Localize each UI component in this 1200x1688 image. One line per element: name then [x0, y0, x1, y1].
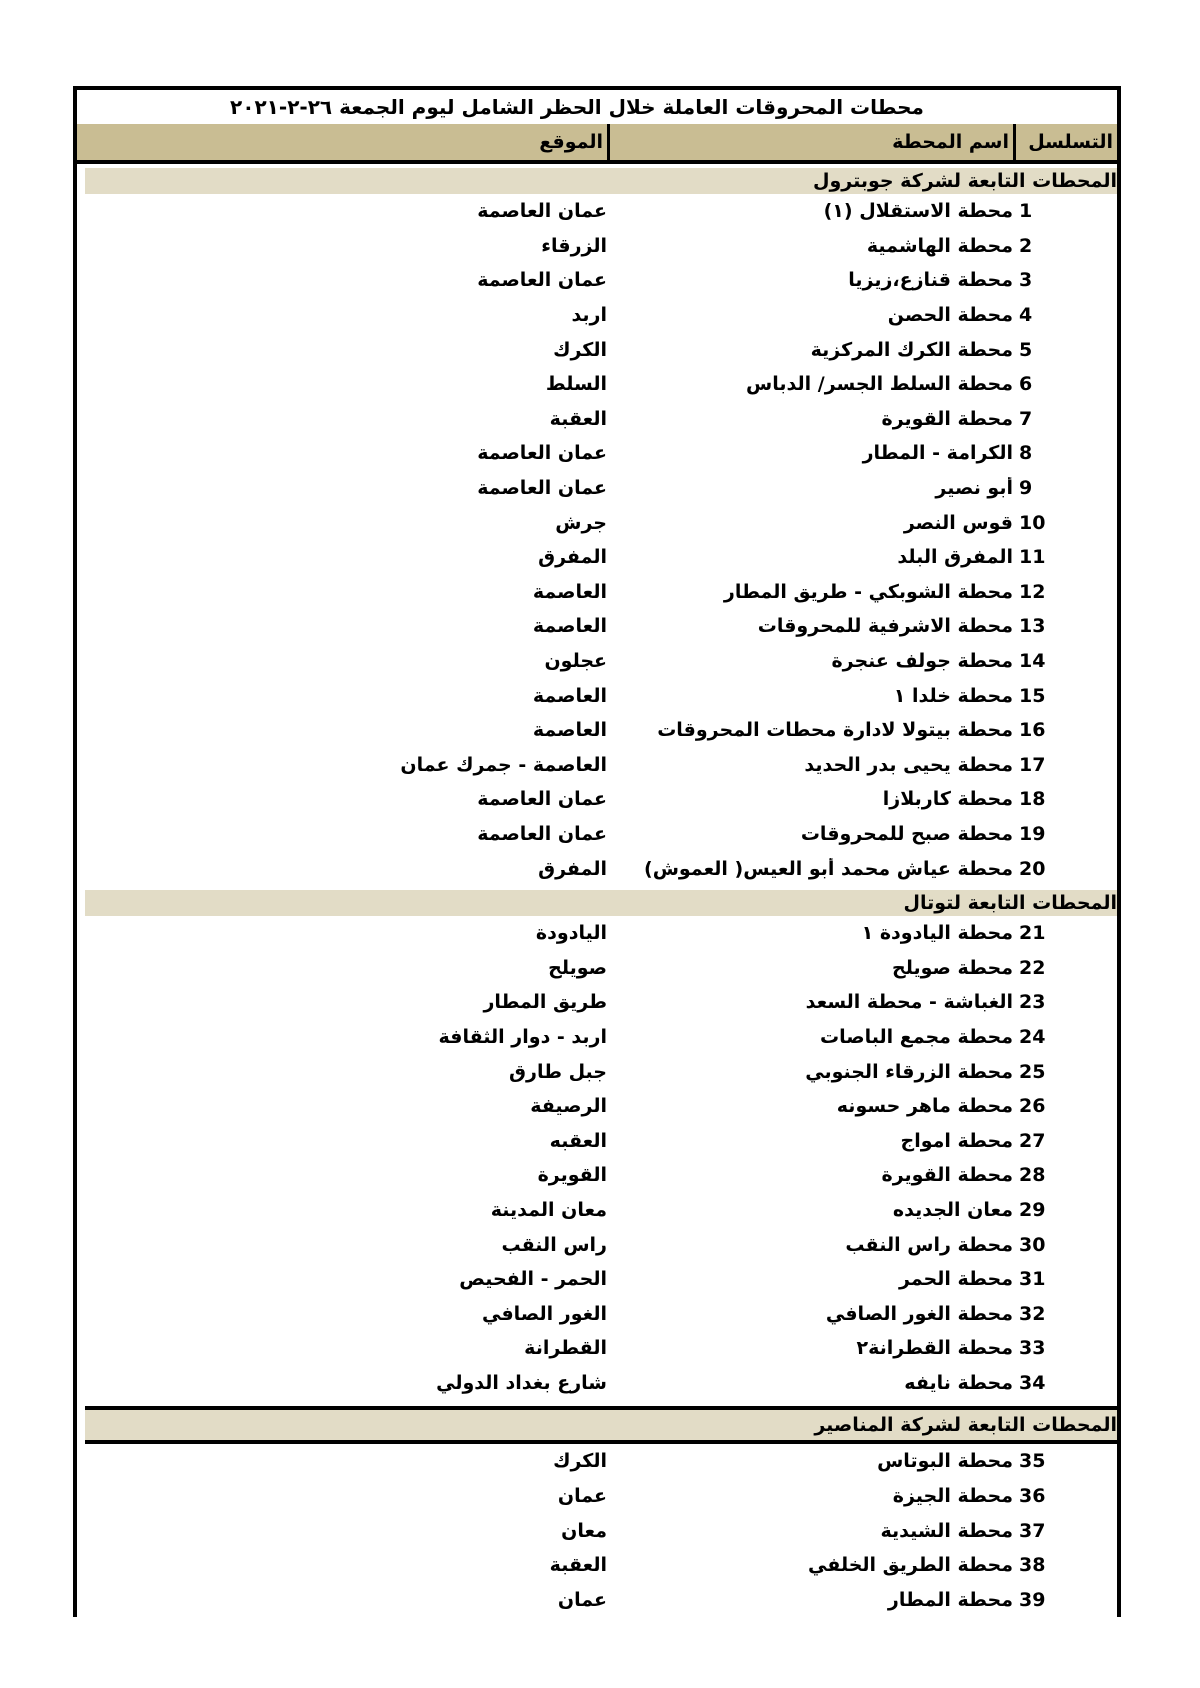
- cell-location: المفرق: [538, 857, 607, 880]
- cell-seq: 6: [1019, 373, 1033, 396]
- cell-name: محطة جولف عنجرة: [831, 650, 1013, 673]
- cell-location: عمان العاصمة: [477, 822, 607, 845]
- cell-seq: 14: [1019, 650, 1046, 673]
- table-row: [77, 1513, 1117, 1548]
- cell-name: محطة السلط الجسر/ الدباس: [746, 373, 1013, 396]
- cell-seq: 5: [1019, 338, 1033, 361]
- cell-location: العاصمة - جمرك عمان: [400, 753, 607, 776]
- cell-seq: 33: [1019, 1337, 1046, 1360]
- cell-location: الرصيفة: [530, 1095, 607, 1118]
- cell-location: شارع بغداد الدولي: [436, 1371, 607, 1394]
- cell-seq: 34: [1019, 1371, 1046, 1394]
- cell-location: عمان العاصمة: [477, 788, 607, 811]
- cell-name: محطة الشيدية: [880, 1519, 1013, 1542]
- table-row: [77, 1227, 1117, 1262]
- cell-seq: 28: [1019, 1164, 1046, 1187]
- cell-location: الحمر - الفحيص: [459, 1268, 607, 1291]
- cell-location: الزرقاء: [541, 234, 607, 257]
- cell-name: معان الجديده: [892, 1198, 1013, 1221]
- cell-name: محطة امواج: [900, 1129, 1013, 1152]
- cell-seq: 32: [1019, 1302, 1046, 1325]
- table-row: [77, 916, 1117, 951]
- cell-name: محطة قنازع،زيزيا: [848, 269, 1013, 292]
- cell-name: محطة كاربلازا: [882, 788, 1013, 811]
- cell-seq: 1: [1019, 200, 1033, 223]
- table-row: [77, 950, 1117, 985]
- cell-location: العاصمة: [532, 719, 607, 742]
- cell-seq: 26: [1019, 1095, 1046, 1118]
- cell-name: محطة الجيزة: [892, 1485, 1013, 1508]
- cell-location: العاصمة: [532, 580, 607, 603]
- table-row: [77, 194, 1117, 229]
- table-row: [77, 1158, 1117, 1193]
- cell-name: أبو نصير: [935, 477, 1013, 500]
- header-seq: التسلسل: [1013, 124, 1117, 160]
- table-row: [77, 1193, 1117, 1228]
- cell-name: محطة الزرقاء الجنوبي: [805, 1060, 1013, 1083]
- table-row: [77, 1583, 1117, 1618]
- cell-name: محطة الاستقلال (١): [823, 200, 1013, 223]
- table-row: [77, 263, 1117, 298]
- cell-seq: 20: [1019, 857, 1046, 880]
- table-row: [77, 1444, 1117, 1479]
- cell-location: عجلون: [544, 650, 607, 673]
- cell-location: جبل طارق: [509, 1060, 607, 1083]
- table-row: [77, 1296, 1117, 1331]
- cell-location: جرش: [555, 511, 607, 534]
- cell-seq: 23: [1019, 991, 1046, 1014]
- section-header: المحطات التابعة لتوتال: [85, 890, 1117, 916]
- cell-seq: 3: [1019, 269, 1033, 292]
- cell-location: الغور الصافي: [481, 1302, 607, 1325]
- cell-seq: 15: [1019, 684, 1046, 707]
- table-row: [77, 229, 1117, 264]
- cell-name: الغباشة - محطة السعد: [805, 991, 1013, 1014]
- table-row: [77, 505, 1117, 540]
- cell-location: معان المدينة: [490, 1198, 607, 1221]
- table-row: [77, 402, 1117, 437]
- cell-location: عمان العاصمة: [477, 200, 607, 223]
- cell-seq: 7: [1019, 407, 1033, 430]
- table-row: [77, 1020, 1117, 1055]
- cell-location: طريق المطار: [483, 991, 607, 1014]
- cell-location: اربد - دوار الثقافة: [438, 1025, 607, 1048]
- cell-location: العقبة: [549, 1554, 607, 1577]
- cell-seq: 36: [1019, 1485, 1046, 1508]
- cell-name: محطة المطار: [887, 1588, 1013, 1611]
- cell-seq: 13: [1019, 615, 1046, 638]
- stations-table: [73, 86, 1121, 1617]
- table-row: [77, 817, 1117, 852]
- cell-name: محطة يحيى بدر الحديد: [804, 753, 1013, 776]
- table-row: [77, 436, 1117, 471]
- cell-location: المفرق: [538, 546, 607, 569]
- table-row: [77, 609, 1117, 644]
- cell-location: راس النقب: [501, 1233, 607, 1256]
- cell-location: اليادودة: [535, 922, 607, 945]
- cell-location: العقبه: [549, 1129, 607, 1152]
- table-row: [77, 748, 1117, 783]
- cell-seq: 19: [1019, 822, 1046, 845]
- table-row: [77, 644, 1117, 679]
- cell-location: القطرانة: [524, 1337, 607, 1360]
- cell-seq: 8: [1019, 442, 1033, 465]
- cell-name: محطة نايفه: [904, 1371, 1013, 1394]
- cell-seq: 31: [1019, 1268, 1046, 1291]
- table-row: [77, 1366, 1117, 1401]
- cell-location: عمان العاصمة: [477, 269, 607, 292]
- cell-location: الكرك: [553, 338, 607, 361]
- table-row: [77, 471, 1117, 506]
- cell-name: محطة القطرانة٢: [856, 1337, 1013, 1360]
- section-header: المحطات التابعة لشركة المناصير: [85, 1406, 1117, 1444]
- table-row: [77, 851, 1117, 886]
- cell-seq: 29: [1019, 1198, 1046, 1221]
- section-header: المحطات التابعة لشركة جوبترول: [85, 168, 1117, 194]
- cell-seq: 35: [1019, 1450, 1046, 1473]
- header-name: اسم المحطة: [607, 124, 1013, 160]
- cell-name: الكرامة - المطار: [862, 442, 1013, 465]
- table-row: [77, 713, 1117, 748]
- cell-seq: 18: [1019, 788, 1046, 811]
- header-location: الموقع: [539, 131, 603, 153]
- cell-name: محطة الحصن: [887, 304, 1013, 327]
- cell-seq: 17: [1019, 753, 1046, 776]
- table-row: [77, 1548, 1117, 1583]
- cell-seq: 2: [1019, 234, 1033, 257]
- table-row: [77, 782, 1117, 817]
- cell-seq: 25: [1019, 1060, 1046, 1083]
- table-header: [77, 124, 1117, 164]
- cell-name: محطة البوتاس: [877, 1450, 1013, 1473]
- cell-seq: 4: [1019, 304, 1033, 327]
- table-row: [77, 1331, 1117, 1366]
- cell-location: صويلح: [548, 956, 607, 979]
- cell-location: معان: [561, 1519, 607, 1542]
- cell-name: محطة صبح للمحروقات: [800, 822, 1013, 845]
- cell-name: محطة الكرك المركزية: [810, 338, 1013, 361]
- table-row: [77, 1089, 1117, 1124]
- cell-seq: 27: [1019, 1129, 1046, 1152]
- table-row: [77, 575, 1117, 610]
- table-row: [77, 1123, 1117, 1158]
- table-title: محطات المحروقات العاملة خلال الحظر الشامل ليوم الجمعة ٢٦-٢-٢٠٢١: [230, 95, 924, 119]
- cell-location: العاصمة: [532, 684, 607, 707]
- cell-name: محطة الغور الصافي: [825, 1302, 1013, 1325]
- cell-seq: 10: [1019, 511, 1046, 534]
- cell-location: العاصمة: [532, 615, 607, 638]
- cell-name: محطة الطريق الخلفي: [808, 1554, 1013, 1577]
- table-row: [77, 367, 1117, 402]
- table-row: [77, 332, 1117, 367]
- cell-name: محطة خلدا ١: [893, 684, 1013, 707]
- cell-seq: 30: [1019, 1233, 1046, 1256]
- table-row: [77, 1479, 1117, 1514]
- table-row: [77, 1054, 1117, 1089]
- cell-name: محطة عياش محمد أبو العيس( العموش): [644, 857, 1013, 880]
- cell-name: محطة القويرة: [881, 1164, 1013, 1187]
- cell-name: محطة ماهر حسونه: [836, 1095, 1013, 1118]
- cell-seq: 22: [1019, 956, 1046, 979]
- cell-name: محطة الشوبكي - طريق المطار: [723, 580, 1013, 603]
- cell-name: محطة راس النقب: [845, 1233, 1013, 1256]
- cell-name: قوس النصر: [903, 511, 1013, 534]
- cell-location: السلط: [545, 373, 607, 396]
- cell-seq: 21: [1019, 922, 1046, 945]
- cell-location: اربد: [571, 304, 607, 327]
- cell-name: محطة اليادودة ١: [861, 922, 1013, 945]
- cell-seq: 38: [1019, 1554, 1046, 1577]
- cell-location: عمان: [557, 1485, 607, 1508]
- cell-location: القويرة: [537, 1164, 607, 1187]
- cell-seq: 12: [1019, 580, 1046, 603]
- table-row: [77, 678, 1117, 713]
- cell-seq: 39: [1019, 1588, 1046, 1611]
- table-row: [77, 1262, 1117, 1297]
- cell-seq: 9: [1019, 477, 1033, 500]
- cell-name: محطة مجمع الباصات: [819, 1025, 1013, 1048]
- cell-location: العقبة: [549, 407, 607, 430]
- table-row: [77, 540, 1117, 575]
- table-row: [77, 985, 1117, 1020]
- cell-name: محطة القويرة: [881, 407, 1013, 430]
- cell-name: محطة الهاشمية: [866, 234, 1013, 257]
- cell-seq: 16: [1019, 719, 1046, 742]
- table-body: [77, 168, 1117, 1617]
- cell-name: محطة الاشرفية للمحروقات: [757, 615, 1013, 638]
- cell-name: محطة بيتولا لادارة محطات المحروقات: [657, 719, 1013, 742]
- table-row: [77, 298, 1117, 333]
- cell-location: عمان العاصمة: [477, 442, 607, 465]
- cell-location: عمان العاصمة: [477, 477, 607, 500]
- cell-seq: 24: [1019, 1025, 1046, 1048]
- cell-location: الكرك: [553, 1450, 607, 1473]
- cell-seq: 11: [1019, 546, 1046, 569]
- cell-name: محطة الحمر: [899, 1268, 1013, 1291]
- cell-seq: 37: [1019, 1519, 1046, 1542]
- cell-name: المفرق البلد: [897, 546, 1013, 569]
- cell-location: عمان: [557, 1588, 607, 1611]
- cell-name: محطة صويلح: [892, 956, 1013, 979]
